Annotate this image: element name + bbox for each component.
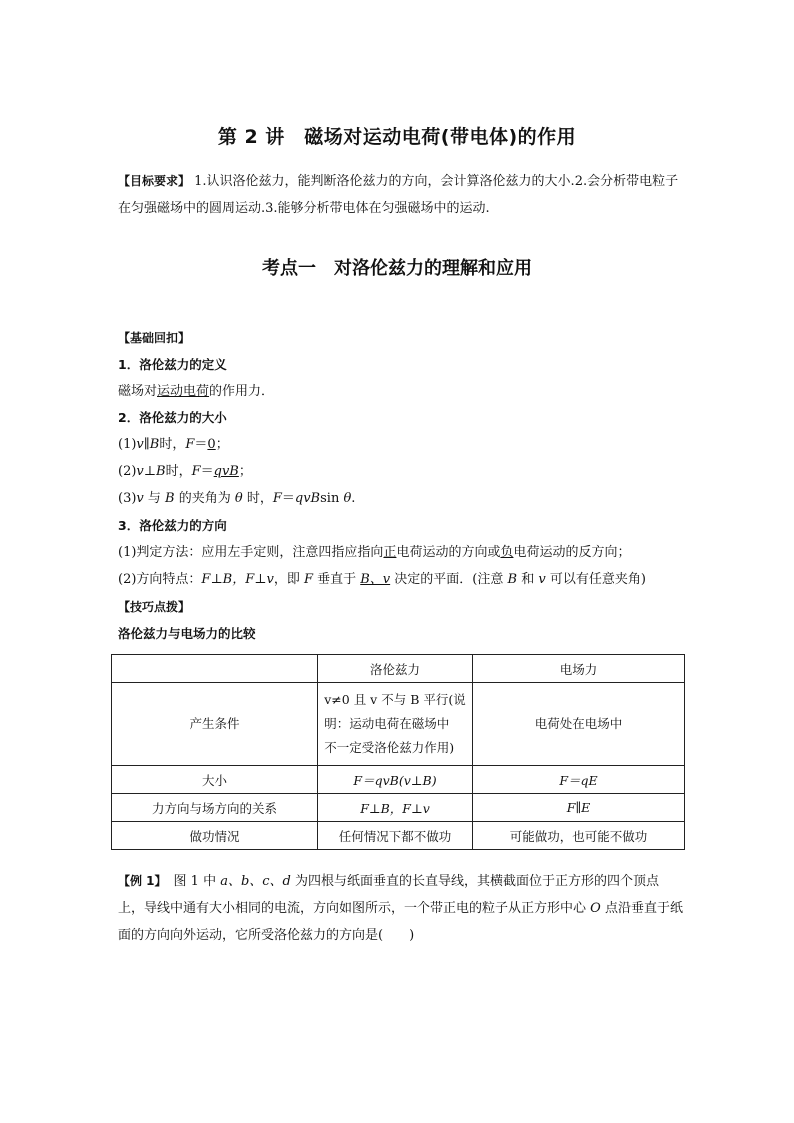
dir2-and: 和 bbox=[517, 572, 539, 587]
goals-tag: 【目标要求】 bbox=[118, 174, 191, 188]
condition-line-1: v≠0 且 v 不与 B 平行(说 bbox=[324, 692, 466, 707]
table-row bbox=[112, 794, 685, 822]
learning-goals bbox=[118, 168, 684, 222]
item2-pre: (2) bbox=[118, 464, 137, 479]
basics-tag-line bbox=[118, 325, 190, 351]
item1-pre: (1) bbox=[118, 437, 137, 452]
item3-mid: 与 bbox=[143, 491, 166, 506]
item2-B: B bbox=[156, 464, 166, 479]
dir2-answer: B、v bbox=[360, 572, 391, 587]
item2-answer: qvB bbox=[213, 464, 239, 479]
item1-mid: ∥ bbox=[143, 437, 150, 452]
item3-theta: θ bbox=[234, 491, 243, 506]
dir2-expr: F⊥B，F⊥v bbox=[201, 572, 274, 587]
condition-line-3: 不一定受洛伦兹力作用) bbox=[324, 740, 455, 755]
item3-B: B bbox=[165, 491, 175, 506]
table-cell: 可能做功，也可能不做功 bbox=[473, 822, 685, 850]
definition-underlined: 运动电荷 bbox=[157, 384, 210, 399]
table-cell: 力方向与场方向的关系 bbox=[112, 794, 318, 822]
definition-post: 的作用力． bbox=[209, 384, 275, 399]
dir2-B2: B bbox=[507, 572, 518, 587]
magnitude-item-1 bbox=[118, 432, 229, 458]
example-1 bbox=[118, 868, 684, 949]
goals-text: 1.认识洛伦兹力，能判断洛伦兹力的方向，会计算洛伦兹力的大小.2.会分析带电粒子在匀强磁场中的圆周运动.3.能够分析带电体在匀强磁场中的运动. bbox=[118, 174, 679, 216]
dir1-mid: 电荷运动的方向或 bbox=[396, 545, 501, 560]
table-cell: 产生条件 bbox=[112, 683, 318, 766]
lesson-title: 第 2 讲 磁场对运动电荷(带电体)的作用 bbox=[217, 126, 577, 148]
item3-end: . bbox=[351, 491, 356, 506]
table-header-cell: 洛伦兹力 bbox=[318, 655, 473, 683]
heading-direction-text: 3．洛伦兹力的方向 bbox=[118, 518, 227, 533]
table-row bbox=[112, 822, 685, 850]
direction-item-1 bbox=[118, 540, 630, 566]
item1-B: B bbox=[149, 437, 160, 452]
table-row bbox=[112, 766, 685, 794]
table-cell-condition bbox=[318, 683, 473, 766]
dir2-v2: v bbox=[538, 572, 546, 587]
basics-tag: 【基础回扣】 bbox=[118, 331, 191, 345]
example-text-mid: 为四根与纸面垂直的长直导线，其横截面位于正方形的四个顶点上，导线中通有大小相同的电流，方向如图所示，一个带正电的粒子从正方形中心 bbox=[118, 874, 660, 916]
table-header-cell bbox=[112, 655, 318, 683]
item2-end: ； bbox=[238, 464, 252, 479]
tips-heading-text: 洛伦兹力与电场力的比较 bbox=[118, 626, 256, 641]
item3-theta2: θ bbox=[343, 491, 352, 506]
section-title: 考点一 对洛伦兹力的理解和应用 bbox=[262, 258, 532, 279]
table-header-row bbox=[112, 655, 685, 683]
item1-end: ； bbox=[215, 437, 229, 452]
direction-item-2 bbox=[118, 567, 646, 593]
table-cell: F＝qvB(v⊥B) bbox=[318, 766, 473, 794]
table-header-cell: 电场力 bbox=[473, 655, 685, 683]
item1-answer: 0 bbox=[207, 437, 216, 452]
item3-sin: sin bbox=[320, 491, 344, 506]
table-cell: 做功情况 bbox=[112, 822, 318, 850]
definition-line bbox=[118, 379, 274, 405]
table-row bbox=[112, 683, 685, 766]
table-cell: 任何情况下都不做功 bbox=[318, 822, 473, 850]
dir2-tail: 可以有任意夹角) bbox=[545, 572, 646, 587]
tips-heading bbox=[118, 621, 256, 647]
dir2-F: F bbox=[303, 572, 313, 587]
item2-F: F bbox=[191, 464, 201, 479]
dir2-post: 决定的平面．(注意 bbox=[390, 572, 508, 587]
item3-pre: (3) bbox=[118, 491, 137, 506]
item3-expr: qvB bbox=[294, 491, 321, 506]
item2-v: v bbox=[136, 464, 144, 479]
item1-F: F bbox=[185, 437, 195, 452]
magnitude-item-3 bbox=[118, 486, 355, 512]
table-cell: F∥E bbox=[473, 794, 685, 822]
comparison-table bbox=[111, 654, 685, 850]
item2-mid2: 时， bbox=[165, 464, 192, 479]
dir1-pre: (1)判定方法：应用左手定则，注意四指应指向 bbox=[118, 545, 384, 560]
table-cell: F＝qE bbox=[473, 766, 685, 794]
table-cell: F⊥B，F⊥v bbox=[318, 794, 473, 822]
example-text-post: 点沿垂直于纸面的方向向外运动，它所受洛伦兹力的方向是( ) bbox=[118, 901, 683, 943]
item3-mid3: 时， bbox=[242, 491, 273, 506]
example-tag: 【例 1】 bbox=[118, 874, 161, 888]
example-letters: a、b、c、d bbox=[220, 874, 291, 889]
heading-direction bbox=[118, 513, 227, 539]
example-text-pre: 图 1 中 bbox=[160, 874, 221, 889]
dir1-negative: 负 bbox=[500, 545, 514, 560]
magnitude-item-2 bbox=[118, 459, 252, 485]
heading-magnitude bbox=[118, 405, 227, 431]
item3-v: v bbox=[136, 491, 144, 506]
heading-definition bbox=[118, 352, 227, 378]
condition-line-2: 明：运动电荷在磁场中 bbox=[324, 716, 450, 731]
dir1-positive: 正 bbox=[383, 545, 397, 560]
item2-mid: ⊥ bbox=[143, 464, 157, 479]
dir2-mid2: 垂直于 bbox=[312, 572, 361, 587]
table-cell: 电荷处在电场中 bbox=[473, 683, 685, 766]
dir2-mid: ，即 bbox=[273, 572, 304, 587]
item3-eq: ＝ bbox=[281, 491, 295, 506]
item1-v: v bbox=[136, 437, 144, 452]
tips-tag-line bbox=[118, 594, 190, 620]
condition-text bbox=[324, 688, 465, 760]
tips-tag: 【技巧点拨】 bbox=[118, 600, 191, 614]
definition-pre: 磁场对 bbox=[118, 384, 158, 399]
item3-F: F bbox=[272, 491, 282, 506]
item1-eq: ＝ bbox=[194, 437, 208, 452]
heading-magnitude-text: 2．洛伦兹力的大小 bbox=[118, 410, 227, 425]
example-O: O bbox=[590, 901, 601, 916]
item3-mid2: 的夹角为 bbox=[174, 491, 235, 506]
dir1-post: 电荷运动的反方向； bbox=[513, 545, 631, 560]
item1-mid2: 时， bbox=[159, 437, 186, 452]
dir2-pre: (2)方向特点： bbox=[118, 572, 202, 587]
table-cell: 大小 bbox=[112, 766, 318, 794]
heading-definition-text: 1．洛伦兹力的定义 bbox=[118, 357, 227, 372]
item2-eq: ＝ bbox=[200, 464, 214, 479]
